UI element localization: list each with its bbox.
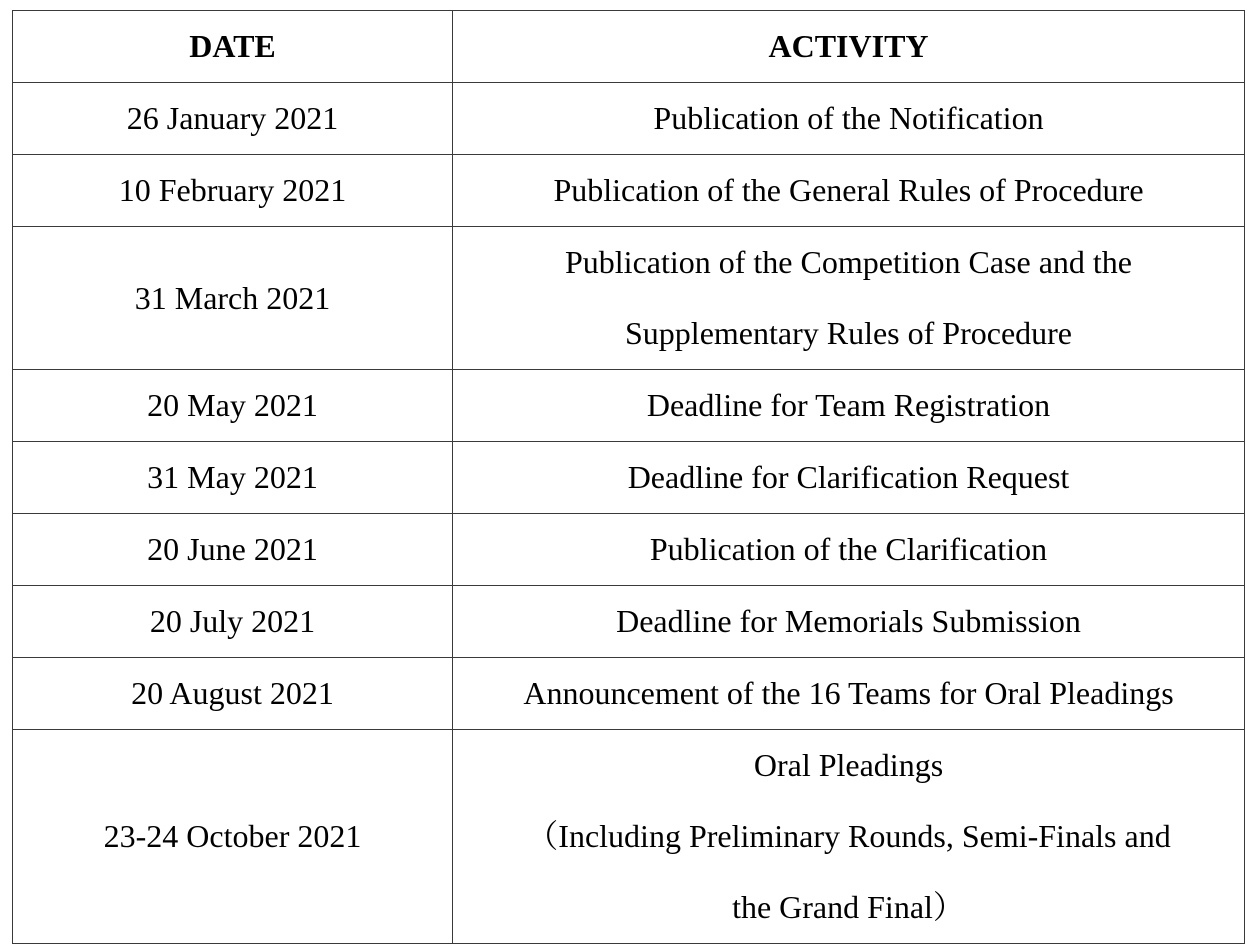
date-cell: 20 June 2021 <box>13 514 453 586</box>
date-cell: 10 February 2021 <box>13 155 453 227</box>
activity-column-header: ACTIVITY <box>453 11 1245 83</box>
activity-cell <box>453 442 1245 514</box>
activity-line: Deadline for Clarification Request <box>627 459 1070 495</box>
table-row <box>13 514 1245 586</box>
table-row <box>13 658 1245 730</box>
activity-line: Publication of the Competition Case and the <box>564 244 1132 280</box>
activity-cell <box>453 155 1245 227</box>
activity-line: （Including Preliminary Rounds, Semi-Finals and <box>526 818 1171 854</box>
date-cell: 23-24 October 2021 <box>13 730 453 944</box>
activity-line: Publication of the General Rules of Procedure <box>553 172 1144 208</box>
activity-cell <box>453 83 1245 155</box>
activity-line: the Grand Final） <box>732 889 965 925</box>
activity-cell <box>453 586 1245 658</box>
table-row <box>13 730 1245 944</box>
header-row <box>13 11 1245 83</box>
table-row <box>13 83 1245 155</box>
table-row <box>13 155 1245 227</box>
date-cell: 31 March 2021 <box>13 227 453 370</box>
activity-cell <box>453 730 1245 944</box>
activity-line: Publication of the Notification <box>653 100 1044 136</box>
date-cell: 20 May 2021 <box>13 370 453 442</box>
activity-cell <box>453 658 1245 730</box>
activity-cell <box>453 514 1245 586</box>
activity-line: Announcement of the 16 Teams for Oral Pleadings <box>523 675 1174 711</box>
date-cell: 31 May 2021 <box>13 442 453 514</box>
table-row <box>13 227 1245 370</box>
date-cell: 20 July 2021 <box>13 586 453 658</box>
schedule-table <box>12 10 1245 944</box>
activity-line: Supplementary Rules of Procedure <box>625 315 1072 351</box>
date-cell: 20 August 2021 <box>13 658 453 730</box>
table-row <box>13 370 1245 442</box>
date-column-header: DATE <box>13 11 453 83</box>
activity-cell <box>453 227 1245 370</box>
date-cell: 26 January 2021 <box>13 83 453 155</box>
activity-line: Oral Pleadings <box>753 747 944 783</box>
table-row <box>13 442 1245 514</box>
activity-cell <box>453 370 1245 442</box>
activity-line: Deadline for Team Registration <box>646 387 1051 423</box>
table-row <box>13 586 1245 658</box>
activity-line: Deadline for Memorials Submission <box>616 603 1081 639</box>
activity-line: Publication of the Clarification <box>649 531 1048 567</box>
